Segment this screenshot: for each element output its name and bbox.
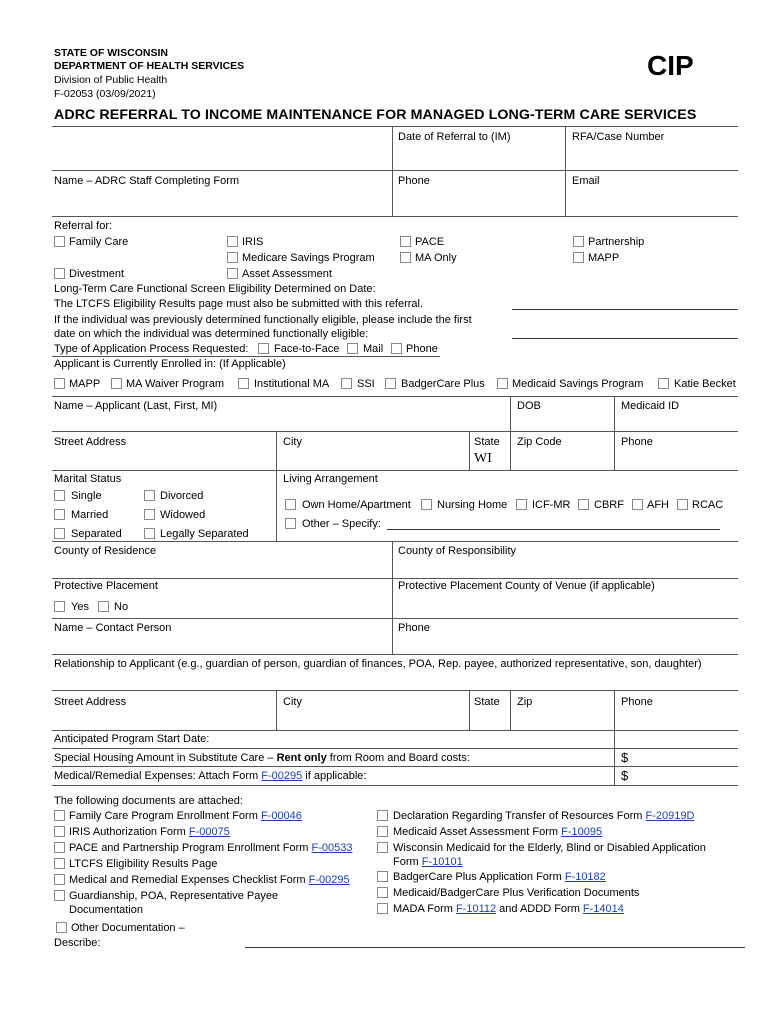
face-to-face-checkbox[interactable] <box>258 343 269 354</box>
mapp-checkbox[interactable] <box>573 252 584 263</box>
iris-label: IRIS <box>242 236 264 248</box>
ltcfs-note: The LTCFS Eligibility Results page must also be submitted with this referral. <box>54 298 424 310</box>
own-home-label: Own Home/Apartment <box>302 499 411 511</box>
asset-checkbox[interactable] <box>227 268 238 279</box>
nursing-home-label: Nursing Home <box>437 499 508 511</box>
doc-describe-field[interactable] <box>245 947 745 948</box>
doc-transfer-checkbox[interactable] <box>377 810 388 821</box>
doc-iris-link[interactable]: F-00075 <box>188 826 230 838</box>
enrolled-msp-checkbox[interactable] <box>497 378 508 389</box>
form-number: F-02053 (03/09/2021) <box>54 88 156 100</box>
contact-city-label: City <box>283 696 302 708</box>
divider <box>52 766 738 767</box>
doc-asset-label: Medicaid Asset Assessment Form F-10095 <box>393 826 603 838</box>
divider <box>52 396 738 397</box>
doc-guardianship-label: Guardianship, POA, Representative Payee <box>69 890 279 902</box>
protective-yes-label: Yes <box>71 601 89 613</box>
applicant-street-label: Street Address <box>54 436 127 448</box>
program-start-label: Anticipated Program Start Date: <box>54 733 210 745</box>
marital-status-label: Marital Status <box>54 473 122 485</box>
divider <box>565 126 566 216</box>
ssi-checkbox[interactable] <box>341 378 352 389</box>
doc-verification-label: Medicaid/BadgerCare Plus Verification Documents <box>393 887 640 899</box>
doc-family-care-link[interactable]: F-00046 <box>260 810 302 822</box>
doc-pace-label: PACE and Partnership Program Enrollment Form F-00533 <box>69 842 353 854</box>
divider <box>392 126 393 216</box>
doc-guardianship-checkbox[interactable] <box>54 890 65 901</box>
divider <box>392 541 393 654</box>
icf-mr-label: ICF-MR <box>532 499 571 511</box>
mail-label: Mail <box>363 343 384 355</box>
medicaid-id-label: Medicaid ID <box>621 400 680 412</box>
rfa-label: RFA/Case Number <box>572 131 665 143</box>
married-checkbox[interactable] <box>54 509 65 520</box>
doc-iris-checkbox[interactable] <box>54 826 65 837</box>
divestment-label: Divestment <box>69 268 125 280</box>
doc-iris-label: IRIS Authorization Form F-00075 <box>69 826 230 838</box>
katie-becket-checkbox[interactable] <box>658 378 669 389</box>
ma-only-label: MA Only <box>415 252 457 264</box>
protective-county-label: Protective Placement County of Venue (if applicable) <box>398 580 655 592</box>
divider <box>52 170 738 171</box>
county-responsibility-label: County of Responsibility <box>398 545 517 557</box>
staff-email-label: Email <box>572 175 600 187</box>
ma-waiver-checkbox[interactable] <box>111 378 122 389</box>
rcac-checkbox[interactable] <box>677 499 688 510</box>
divider <box>52 431 738 432</box>
dob-label: DOB <box>517 400 541 412</box>
referral-label: Referral for: <box>54 220 113 232</box>
other-living-field[interactable] <box>387 529 720 530</box>
single-label: Single <box>71 490 102 502</box>
divider <box>52 356 440 357</box>
institutional-ma-label: Institutional MA <box>254 378 330 390</box>
divestment-checkbox[interactable] <box>54 268 65 279</box>
doc-ltcfs-label: LTCFS Eligibility Results Page <box>69 858 218 870</box>
icf-mr-checkbox[interactable] <box>516 499 527 510</box>
divider <box>52 578 738 579</box>
mapp-label: MAPP <box>588 252 620 264</box>
doc-guardianship-label-2: Documentation <box>69 904 143 916</box>
msp-checkbox[interactable] <box>227 252 238 263</box>
divider <box>510 396 511 470</box>
medical-form-link[interactable]: F-00295 <box>261 770 303 782</box>
doc-mada-label: MADA Form F-10112 and ADDD Form F-14014 <box>393 903 624 915</box>
iris-checkbox[interactable] <box>227 236 238 247</box>
contact-name-label: Name – Contact Person <box>54 622 172 634</box>
divider <box>52 654 738 655</box>
katie-becket-label: Katie Becket <box>674 378 736 390</box>
phone-method-checkbox[interactable] <box>391 343 402 354</box>
pace-checkbox[interactable] <box>400 236 411 247</box>
medical-expenses-label: Medical/Remedial Expenses: Attach Form F-00295 if applicable: <box>54 770 367 782</box>
legally-separated-label: Legally Separated <box>160 528 249 540</box>
divorced-label: Divorced <box>160 490 204 502</box>
single-checkbox[interactable] <box>54 490 65 501</box>
doc-family-care-checkbox[interactable] <box>54 810 65 821</box>
medical-dollar-sign: $ <box>621 768 629 783</box>
divider <box>469 431 470 470</box>
doc-ebd-label-2: Form F-10101 <box>393 856 463 868</box>
divider <box>52 785 738 786</box>
cip-label: CIP <box>647 50 694 81</box>
divider <box>276 690 277 730</box>
ma-waiver-label: MA Waiver Program <box>126 378 225 390</box>
separated-checkbox[interactable] <box>54 528 65 539</box>
doc-mada-link[interactable]: F-10112 <box>455 903 497 915</box>
divider <box>52 690 738 691</box>
protective-yes-checkbox[interactable] <box>54 601 65 612</box>
enrolled-label: Applicant is Currently Enrolled in: (If Applicable) <box>54 358 286 370</box>
enrolled-mapp-label: MAPP <box>69 378 101 390</box>
state-name: STATE OF WISCONSIN <box>54 47 168 59</box>
doc-badgercare-checkbox[interactable] <box>377 871 388 882</box>
contact-zip-label: Zip <box>517 696 533 708</box>
housing-dollar-sign: $ <box>621 750 629 765</box>
doc-ebd-label: Wisconsin Medicaid for the Elderly, Blind or Disabled Application <box>393 842 706 854</box>
ltcfs-date-label: Long-Term Care Functional Screen Eligibility Determined on Date: <box>54 283 376 295</box>
divorced-checkbox[interactable] <box>144 490 155 501</box>
divider <box>614 690 615 785</box>
enrolled-mapp-checkbox[interactable] <box>54 378 65 389</box>
doc-medical-link[interactable]: F-00295 <box>308 874 350 886</box>
page-title: ADRC REFERRAL TO INCOME MAINTENANCE FOR MANAGED LONG-TERM CARE SERVICES <box>54 107 697 123</box>
doc-ebd-checkbox[interactable] <box>377 842 388 853</box>
living-arrangement-label: Living Arrangement <box>283 473 378 485</box>
divider <box>52 618 738 619</box>
contact-state-label: State <box>474 696 500 708</box>
division-name: Division of Public Health <box>54 74 168 86</box>
applicant-state-value[interactable]: WI <box>474 451 492 466</box>
protective-no-label: No <box>114 601 129 613</box>
family-care-checkbox[interactable] <box>54 236 65 247</box>
applicant-phone-label: Phone <box>621 436 653 448</box>
doc-pace-link[interactable]: F-00533 <box>311 842 353 854</box>
doc-describe-label: Describe: <box>54 937 101 949</box>
ssi-label: SSI <box>357 378 375 390</box>
department-name: DEPARTMENT OF HEALTH SERVICES <box>54 60 245 72</box>
partnership-label: Partnership <box>588 236 645 248</box>
doc-ebd-link[interactable]: F-10101 <box>421 856 463 868</box>
msp-label: Medicare Savings Program <box>242 252 375 264</box>
cbrf-checkbox[interactable] <box>578 499 589 510</box>
doc-badgercare-label: BadgerCare Plus Application Form F-10182 <box>393 871 606 883</box>
doc-mada-checkbox[interactable] <box>377 903 388 914</box>
doc-medical-label: Medical and Remedial Expenses Checklist Form F-00295 <box>69 874 350 886</box>
pace-label: PACE <box>415 236 445 248</box>
contact-phone-label: Phone <box>398 622 430 634</box>
documents-intro: The following documents are attached: <box>54 795 243 807</box>
county-residence-label: County of Residence <box>54 545 157 557</box>
doc-asset-link[interactable]: F-10095 <box>561 826 603 838</box>
ma-only-checkbox[interactable] <box>400 252 411 263</box>
divider <box>52 126 738 127</box>
other-living-label: Other – Specify: <box>302 518 381 530</box>
applicant-zip-label: Zip Code <box>517 436 562 448</box>
doc-other-label: Other Documentation – <box>71 922 185 934</box>
phone-method-label: Phone <box>406 343 438 355</box>
doc-family-care-label: Family Care Program Enrollment Form F-00046 <box>69 810 302 822</box>
app-type-label: Type of Application Process Requested: <box>54 343 249 355</box>
staff-phone-label: Phone <box>398 175 430 187</box>
face-to-face-label: Face-to-Face <box>274 343 340 355</box>
divider <box>52 470 738 471</box>
cbrf-label: CBRF <box>594 499 624 511</box>
widowed-checkbox[interactable] <box>144 509 155 520</box>
relationship-label: Relationship to Applicant (e.g., guardian of person, guardian of finances, POA, Rep. payee, authorized representative, son, daughter) <box>54 658 702 670</box>
ltcfs-date-field[interactable] <box>512 309 738 310</box>
own-home-checkbox[interactable] <box>285 499 296 510</box>
protective-no-checkbox[interactable] <box>98 601 109 612</box>
prev-eligible-date-field[interactable] <box>512 338 738 339</box>
applicant-state-label: State <box>474 436 500 448</box>
prev-eligible-line2: date on which the individual was determined functionally eligible: <box>54 328 369 340</box>
other-living-checkbox[interactable] <box>285 518 296 529</box>
widowed-label: Widowed <box>160 509 206 521</box>
doc-pace-checkbox[interactable] <box>54 842 65 853</box>
divider <box>52 216 738 217</box>
date-referral-label: Date of Referral to (IM) <box>398 131 511 143</box>
afh-checkbox[interactable] <box>632 499 643 510</box>
legally-separated-checkbox[interactable] <box>144 528 155 539</box>
contact-phone2-label: Phone <box>621 696 653 708</box>
institutional-ma-checkbox[interactable] <box>238 378 249 389</box>
contact-street-label: Street Address <box>54 696 127 708</box>
doc-addd-link[interactable]: F-14014 <box>582 903 624 915</box>
doc-transfer-link[interactable]: F-20919D <box>645 810 695 822</box>
doc-verification-checkbox[interactable] <box>377 887 388 898</box>
separated-label: Separated <box>71 528 122 540</box>
prev-eligible-line1: If the individual was previously determined functionally eligible, please include the first <box>54 314 472 326</box>
married-label: Married <box>71 509 109 521</box>
badgercare-checkbox[interactable] <box>385 378 396 389</box>
protective-placement-label: Protective Placement <box>54 580 158 592</box>
doc-ltcfs-checkbox[interactable] <box>54 858 65 869</box>
special-housing-label: Special Housing Amount in Substitute Care – Rent only from Room and Board costs: <box>54 752 470 764</box>
divider <box>52 748 738 749</box>
mail-checkbox[interactable] <box>347 343 358 354</box>
asset-label: Asset Assessment <box>242 268 332 280</box>
divider <box>52 730 738 731</box>
afh-label: AFH <box>647 499 669 511</box>
divider <box>510 690 511 730</box>
doc-badgercare-link[interactable]: F-10182 <box>564 871 606 883</box>
nursing-home-checkbox[interactable] <box>421 499 432 510</box>
staff-name-label: Name – ADRC Staff Completing Form <box>54 175 240 187</box>
badgercare-label: BadgerCare Plus <box>401 378 485 390</box>
doc-transfer-label: Declaration Regarding Transfer of Resources Form F-20919D <box>393 810 695 822</box>
doc-medical-checkbox[interactable] <box>54 874 65 885</box>
divider <box>276 431 277 541</box>
doc-other-checkbox[interactable] <box>56 922 67 933</box>
doc-asset-checkbox[interactable] <box>377 826 388 837</box>
applicant-city-label: City <box>283 436 302 448</box>
divider <box>614 396 615 470</box>
divider <box>469 690 470 730</box>
partnership-checkbox[interactable] <box>573 236 584 247</box>
enrolled-msp-label: Medicaid Savings Program <box>512 378 644 390</box>
divider <box>52 541 738 542</box>
applicant-name-label: Name – Applicant (Last, First, MI) <box>54 400 218 412</box>
family-care-label: Family Care <box>69 236 129 248</box>
rcac-label: RCAC <box>692 499 724 511</box>
